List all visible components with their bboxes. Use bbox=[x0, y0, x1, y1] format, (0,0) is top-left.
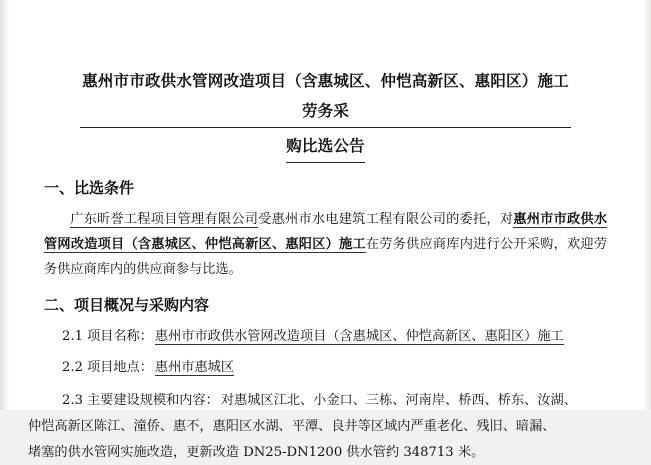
list-item bbox=[0, 380, 651, 413]
section-1-paragraph bbox=[0, 201, 651, 282]
list-item bbox=[0, 318, 651, 349]
item-label: 项目地点： bbox=[86, 360, 153, 375]
section-heading-1: 一、比选条件 bbox=[44, 179, 135, 197]
title-line-1: 惠州市市政供水管网改造项目（含惠城区、仲恺高新区、惠阳区）施工劳务采 bbox=[80, 66, 571, 128]
item-value-line-2: 仲恺高新区陈江、潼侨、惠不，惠阳区水湖、平潭、良井等区域内严重老化、残旧、暗漏、 bbox=[28, 419, 556, 434]
document-title bbox=[0, 0, 651, 163]
item-value: 惠州市市政供水管网改造项目（含惠城区、仲恺高新区、惠阳区）施工 bbox=[154, 329, 564, 344]
section-heading-2: 二、项目概况与采购内容 bbox=[44, 296, 210, 314]
title-line-2: 购比选公告 bbox=[286, 131, 365, 163]
item-label: 项目名称： bbox=[86, 329, 153, 344]
section-1-tail-text: 在劳务供应商库内进行公开采购，欢迎劳务供应商库内的供应商参与比选。 bbox=[44, 237, 608, 277]
item-value: 惠州市惠城区 bbox=[154, 360, 235, 375]
item-value-line-3: 堵塞的供水管网实施改造，更新改造 DN25-DN1200 供水管约 348713 米。 bbox=[28, 445, 485, 460]
item-number: 2.3 bbox=[62, 393, 83, 408]
item-number: 2.1 bbox=[62, 329, 83, 344]
item-label: 主要建设规模和内容： bbox=[86, 393, 219, 408]
item-value: 对惠城区江北、小金口、三栋、河南岸、桥西、桥东、汝湖、 bbox=[220, 393, 577, 408]
list-item bbox=[0, 349, 651, 380]
item-number: 2.2 bbox=[62, 360, 83, 375]
purchasing-agent-name: 广东昕誉工程项目管理有限公司 bbox=[70, 212, 259, 227]
section-1-middle-text: 受惠州市水电建筑工程有限公司的委托，对 bbox=[258, 212, 514, 227]
project-name-inline: 惠州市市政供水管网改造项目（含惠城区、仲恺高新区、惠阳区）施工 bbox=[44, 212, 608, 252]
